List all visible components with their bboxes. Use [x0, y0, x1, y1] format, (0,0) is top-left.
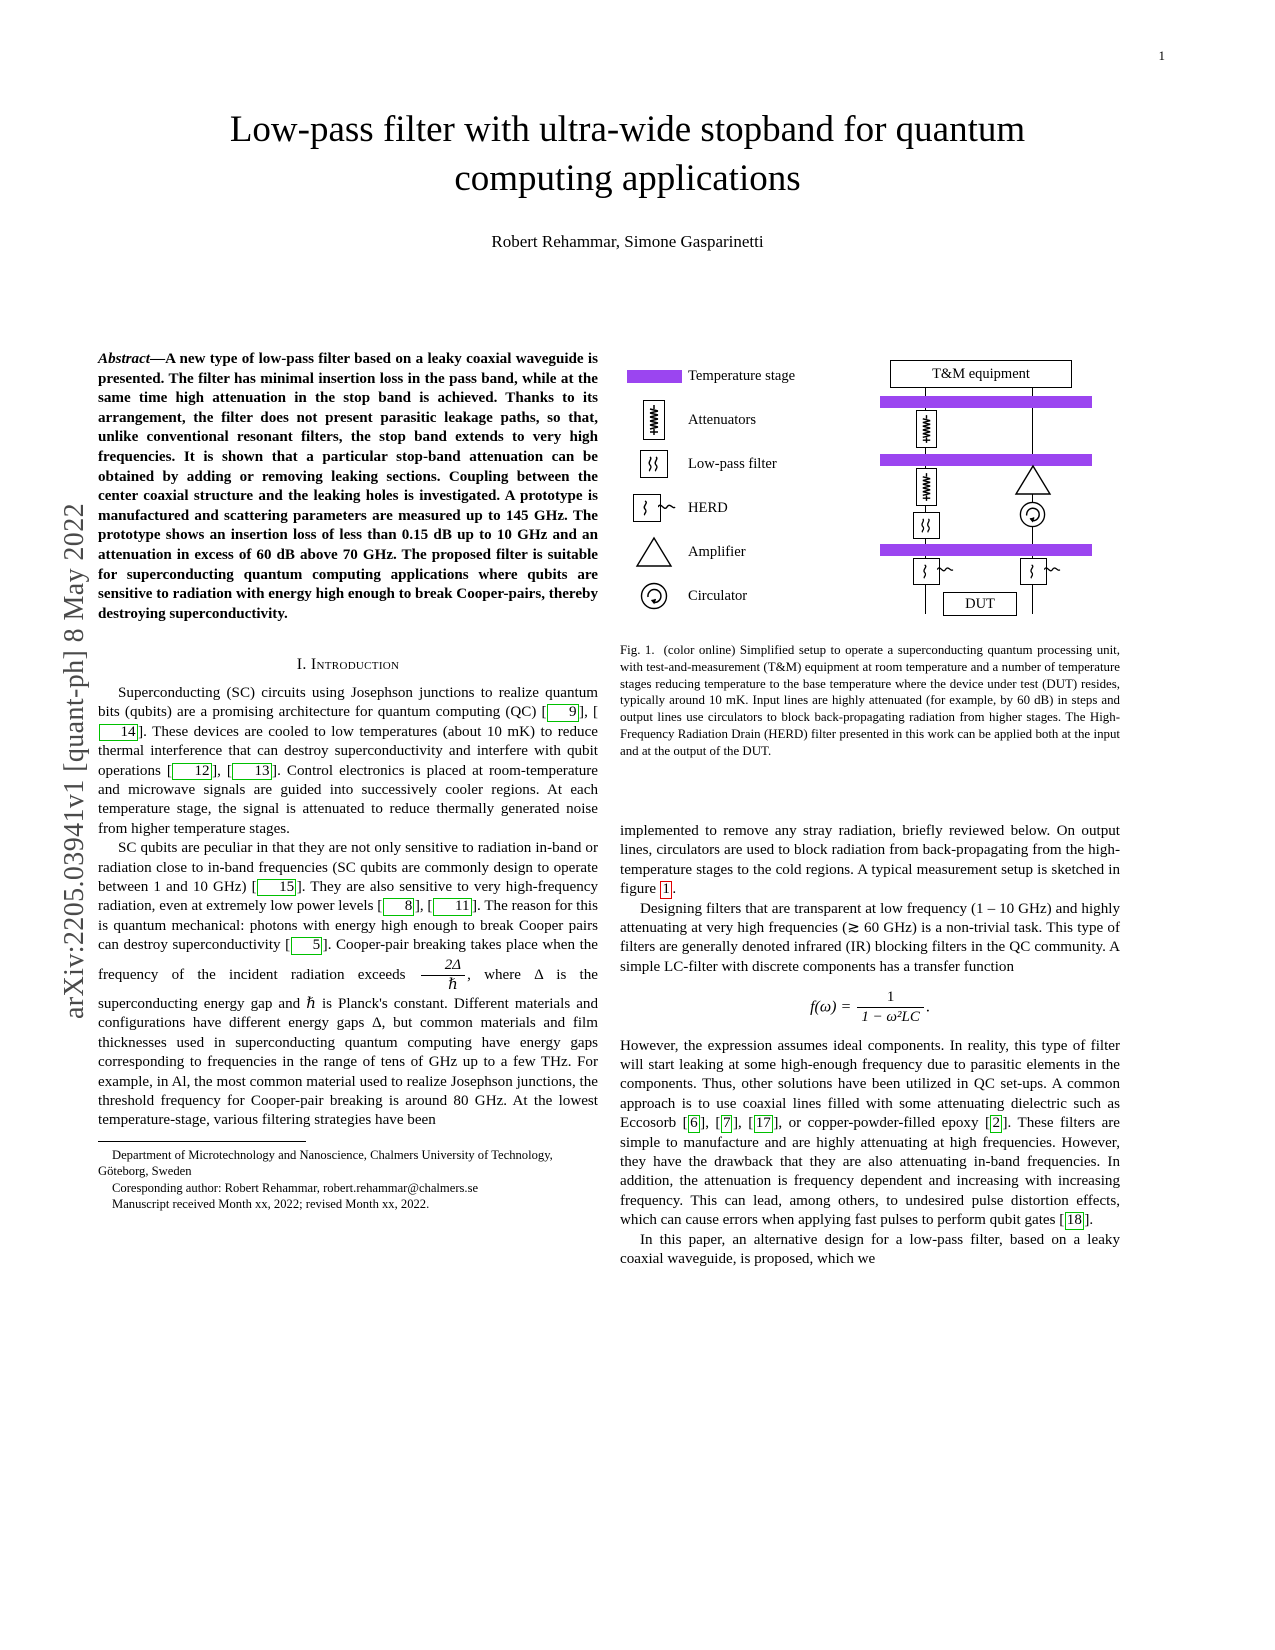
legend-item-lowpass-filter [620, 444, 777, 484]
citation-link-12[interactable]: 12 [172, 763, 211, 780]
left-column [98, 350, 598, 1212]
text-run: ]. Cooper-pair breaking takes place when the frequency of the incident radiation exceeds [98, 937, 599, 983]
footnote-affiliation: Department of Microtechnology and Nanoscience, Chalmers University of Technology, Göteborg, Sweden [98, 1147, 553, 1179]
citation-link-6[interactable]: 6 [690, 1115, 698, 1132]
text-run: ]. They are also sensitive to very high-frequency radiation, even at extremely low power levels [ [98, 878, 598, 915]
text-run: ]. [1084, 1212, 1094, 1229]
text-run: SC qubits are peculiar in that they are not only sensitive to radiation in-band or radiation close to in-band frequencies (SC qubits are commonly design to operate between 1 and 10 GHz) [ [98, 840, 598, 895]
page-title: Low-pass filter with ultra-wide stopband for quantum computing applications [229, 109, 1026, 200]
attenuator-box-2[interactable] [916, 468, 937, 506]
citation-link-2[interactable]: 2 [992, 1115, 1001, 1132]
fraction-denominator: ℏ [448, 976, 458, 993]
text-run: ], [ [732, 1115, 754, 1132]
tm-equipment-box[interactable] [890, 360, 1072, 388]
legend-label: Temperature stage [688, 367, 796, 384]
citation-link-14[interactable]: 14 [99, 724, 138, 741]
fraction-numerator: 2Δ [421, 956, 465, 976]
abstract-dash: — [150, 351, 166, 367]
citation-link-7[interactable]: 7 [722, 1115, 731, 1132]
right-paragraph-3 [620, 1037, 1120, 1231]
abstract [98, 350, 598, 625]
attenuator-box-1[interactable] [916, 410, 937, 448]
inline-fraction-2delta-hbar [421, 956, 465, 996]
footnote-separator [98, 1141, 306, 1142]
citation-link-13[interactable]: 13 [232, 763, 271, 780]
legend-item-herd [620, 488, 728, 528]
footnote-manuscript-dates: Manuscript received Month xx, 2022; revised Month xx, 2022. [112, 1196, 430, 1211]
lowpass-filter-box[interactable] [913, 512, 940, 539]
legend-label: HERD [688, 499, 728, 516]
figure-1-caption [620, 642, 1120, 759]
circulator-symbol[interactable] [1018, 500, 1047, 529]
herd-icon [620, 494, 688, 522]
legend-label: Amplifier [688, 543, 746, 560]
equation-denominator: 1 − ω²LC [861, 1009, 920, 1026]
page-number: 1 [1158, 48, 1165, 63]
herd-tail-output [1044, 565, 1061, 576]
text-run: , where Δ is the superconducting energy gap and ℏ is Planck's constant. Different materials and configurations have different energy gaps Δ, but common materials and film thicknesses used in superconducting quantum computing have energy gaps corresponding to frequencies in the range of tens of GHz up to a few THz. For example, in Al, the most common material used to realize Josephson junctions, the threshold frequency for Cooper-pair breaking is around 80 GHz. At the lowest temperature-stage, various filtering strategies have been [98, 966, 598, 1129]
right-paragraph-1 [620, 822, 1120, 900]
text-run: ]. The reason for this is quantum mechanical: photons with energy high enough to break Cooper pairs can destroy superconductivity [ [98, 898, 598, 954]
citation-link-17[interactable]: 17 [755, 1115, 771, 1132]
temperature-stage-bar-icon [620, 370, 688, 383]
equation-numerator: 1 [857, 988, 924, 1008]
transfer-function-equation [620, 988, 1120, 1028]
text-run: ]. These filters are simple to manufacture and are highly attenuating at high frequencies. However, they have the drawback that they are also attenuating in-band frequencies. In addition, the attenuation is frequency dependent and increasing with increasing frequency. This can lead, among others, to undesired pulse distortion effects, which can cause errors when applying fast pulses to perform qubit gates [ [620, 1115, 1121, 1229]
footnote-block [98, 1147, 598, 1212]
text-run: ], [ [700, 1115, 721, 1132]
legend-label: Attenuators [688, 411, 757, 428]
text-run: ], [ [414, 898, 433, 915]
text-run: . [672, 881, 677, 898]
citation-link-9[interactable]: 9 [547, 704, 579, 721]
abstract-text: A new type of low-pass filter based on a leaky coaxial waveguide is presented. The filter has minimal insertion loss in the pass band, while at the same time high attenuation in the stop band is achieved. Thanks to its arrangement, the filter does not present parasitic leakage paths, so that, unlike conventional resonant filters, the stop band extends to very high frequencies. It is shown that a particular stop-band attenuation can be obtained by adding or removing leaking sections. Coupling between the center coaxial structure and the leaking holes is investigated. A prototype is manufactured and scattering parameters are measured up to 145 GHz. The prototype shows an insertion loss of less than 0.15 dB up to 10 GHz and an attenuation in excess of 60 dB above 70 GHz. The proposed filter is suitable for superconducting quantum computing applications where qubits are sensitive to radiation with energy high enough to break Cooper-pairs, thereby destroying superconductivity. [98, 351, 598, 622]
text-run: ]. Control electronics is placed at room-temperature and microwave signals are guided into successively cooler regions. At each temperature stage, the signal is attenuated to reduce thermally generated noise from higher temperature stages. [98, 762, 598, 837]
figure-schematic [880, 352, 1120, 622]
citation-link-15[interactable]: 15 [257, 879, 296, 896]
intro-paragraph-2 [98, 839, 598, 1131]
equation-period: . [925, 998, 930, 1016]
tm-equipment-label: T&M equipment [932, 365, 1030, 382]
citation-link-18[interactable]: 18 [1066, 1212, 1082, 1229]
text-run: Designing filters that are transparent at low frequency (1 – 10 GHz) and highly attenuating at very high frequencies (≳ 60 GHz) is a non-trivial task. This type of filters are generally denoted infrared (IR) blocking filters in the QC community. A simple LC-filter with discrete components has a transfer function [620, 900, 1120, 975]
figure-reference-link-1[interactable]: 1 [662, 881, 670, 898]
equation-lhs: f(ω) = [810, 998, 852, 1016]
herd-box-output[interactable] [1020, 558, 1047, 585]
legend-label: Circulator [688, 587, 748, 604]
right-paragraph-4: In this paper, an alternative design for a low-pass filter, based on a leaky coaxial waveguide, is proposed, which we [620, 1231, 1120, 1267]
abstract-label: Abstract [98, 351, 150, 367]
author-list: Robert Rehammar, Simone Gasparinetti [491, 232, 764, 251]
arxiv-stamp: arXiv:2205.03941v1 [quant-ph] 8 May 2022 [59, 502, 90, 1020]
citation-link-5[interactable]: 5 [291, 937, 323, 954]
legend-item-circulator [620, 576, 747, 616]
dut-label: DUT [965, 595, 995, 612]
lowpass-filter-icon [620, 450, 688, 478]
circulator-icon [620, 581, 688, 611]
text-run: implemented to remove any stray radiation, briefly reviewed below. On output lines, circulators are used to block radiation from back-propagating from the high-temperature stages to the cold regions. A typical measurement setup is sketched in figure [620, 823, 1120, 898]
text-run: ]. These devices are cooled to low temperatures (about 10 mK) to reduce thermal interference that can destroy superconductivity and interfere with qubit operations [ [98, 723, 598, 779]
temperature-stage-bar-1 [880, 396, 1092, 408]
amplifier-triangle-icon [620, 536, 688, 568]
intro-paragraph-1 [98, 684, 598, 839]
herd-box-input[interactable] [913, 558, 940, 585]
text-run: ], or copper-powder-filled epoxy [ [773, 1115, 990, 1132]
text-run: However, the expression assumes ideal components. In reality, this type of filter will start leaking at some high-enough frequency due to parasitic elements in the components. Thus, other solutions have been utilized in QC set-ups. A common approach is to use coaxial lines filled with some attenuating dielectric such as Eccosorb [ [620, 1037, 1120, 1132]
legend-label: Low-pass filter [688, 455, 777, 472]
amplifier-triangle[interactable] [1013, 464, 1053, 496]
footnote-corresponding-author: Coresponding author: Robert Rehammar, robert.rehammar@chalmers.se [112, 1180, 479, 1195]
section-heading-introduction: I. Introduction [296, 655, 400, 673]
text-run: ], [ [212, 762, 232, 779]
right-paragraph-2 [620, 900, 1120, 978]
right-column [620, 822, 1120, 1269]
temperature-stage-bar-3 [880, 544, 1092, 556]
legend-item-attenuators [620, 400, 756, 440]
herd-tail-input [937, 565, 954, 576]
dut-box[interactable] [943, 592, 1017, 616]
figure-1 [620, 352, 1120, 622]
text-run: ], [ [579, 704, 598, 721]
caption-label: Fig. 1. [620, 643, 655, 657]
equation-fraction [857, 988, 924, 1028]
legend-item-temperature-stage [620, 356, 795, 396]
caption-text: (color online) Simplified setup to operate a superconducting quantum processing unit, with test-and-measurement (T&M) equipment at room temperature and a number of temperature stages reducing temperature to the base temperature where the device under test (DUT) resides, typically around 10 mK. Input lines are highly attenuated (for example, by 60 dB) in steps and output lines use circulators to block back-propagating radiation from higher stages. The High-Frequency Radiation Drain (HERD) filter presented in this work can be applied both at the input and at the output of the DUT. [620, 643, 1120, 758]
temperature-stage-bar-2 [880, 454, 1092, 466]
text-run: Superconducting (SC) circuits using Josephson junctions to realize quantum bits (qubits) are a promising architecture for quantum computing (QC) [ [98, 685, 598, 721]
citation-link-11[interactable]: 11 [433, 898, 472, 915]
legend-item-amplifier [620, 532, 746, 572]
attenuator-icon [620, 400, 688, 440]
citation-link-8[interactable]: 8 [383, 898, 415, 915]
